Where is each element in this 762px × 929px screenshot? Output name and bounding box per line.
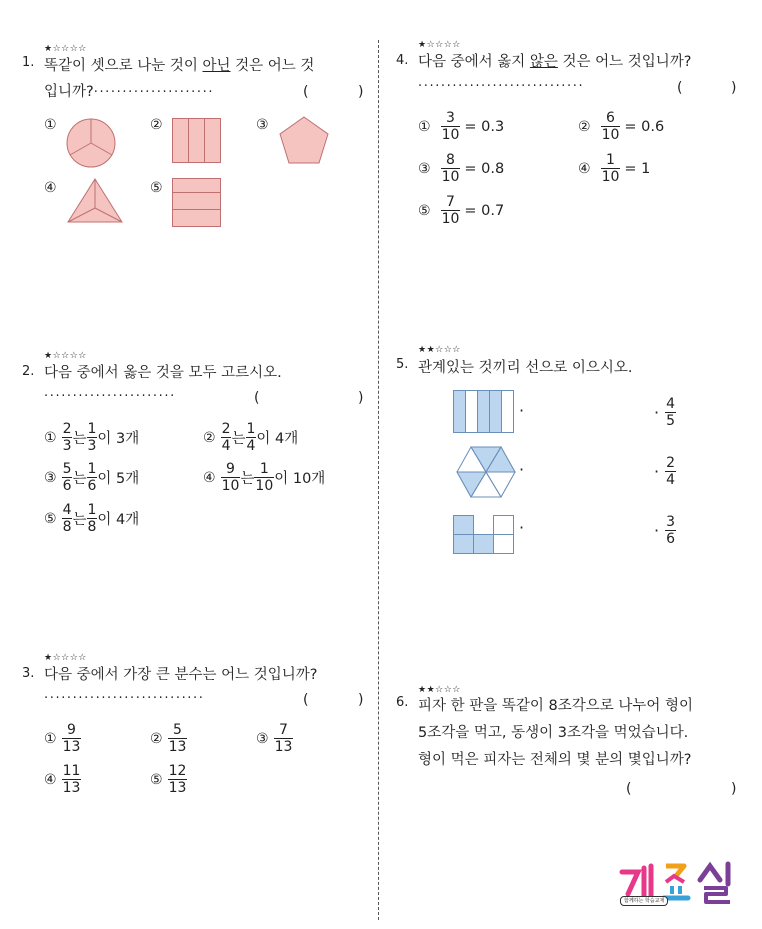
q1-underlined-word: 아닌 [202,58,231,74]
publisher-logo [618,860,746,910]
q1-dots: ····················· [93,85,215,100]
q3-difficulty-stars: ★☆☆☆☆ [44,653,87,663]
q1-question-line2: 입니까?····················· [44,84,215,100]
q2-option-4[interactable]: ④ $\frac{9}{10}$ 는 $\frac{1}{10}$ 이 10개 [203,461,326,494]
q6-answer-paren-close: ) [731,781,737,797]
q1-question-line1: 똑같이 셋으로 나눈 것이 아닌 것은 어느 것 [44,58,315,74]
q4-option-3[interactable]: ③ $\frac{8}{10}$ = 0.8 [418,152,505,185]
q1-option-3-mark[interactable]: ③ [256,117,269,133]
q5-shape-rectangle-4-of-5 [453,390,515,434]
q1-shape-pentagon [278,116,330,166]
q4-answer-paren-open: ( [677,80,683,96]
q3-option-2[interactable]: ② $\frac{5}{13}$ [150,722,187,755]
q4-number: 4. [396,53,409,68]
q5-shape-hexagon-2-of-6 [456,446,516,498]
q4-difficulty-stars: ★☆☆☆☆ [418,40,461,50]
q4-question-text: 다음 중에서 옳지 않은 것은 어느 것입니까? [418,54,692,70]
q1-shape-circle-thirds [66,118,116,168]
q6-question-line1: 피자 한 판을 똑같이 8조각으로 나누어 형이 [418,698,693,714]
q2-option-1[interactable]: ① $\frac{2}{3}$ 는 $\frac{1}{3}$ 이 3개 [44,421,140,454]
q5-right-fraction-2[interactable]: · $\frac{2}{4}$ [654,455,676,488]
q2-question-text: 다음 중에서 옳은 것을 모두 고르시오. [44,365,282,381]
q5-left-dot-2[interactable]: · [519,460,525,479]
q5-right-fraction-1[interactable]: · $\frac{4}{5}$ [654,396,676,429]
q4-dots: ····························· [418,79,585,94]
q1-number: 1. [22,55,35,70]
logo-tagline: 함께하는 학습교재 [620,896,668,906]
q1-difficulty-stars: ★☆☆☆☆ [44,44,87,54]
q2-option-2[interactable]: ② $\frac{2}{4}$ 는 $\frac{1}{4}$ 이 4개 [203,421,299,454]
q2-answer-paren-open: ( [254,390,260,406]
q1-shape-rectangle-three-rows [172,178,222,228]
q1-answer-paren-open: ( [303,84,309,100]
q3-answer-paren-close: ) [358,692,364,708]
q1-option-5-mark[interactable]: ⑤ [150,180,163,196]
q1-option-4-mark[interactable]: ④ [44,180,57,196]
q2-difficulty-stars: ★☆☆☆☆ [44,351,87,361]
q2-dots: ······················· [44,389,176,404]
q5-question-text: 관계있는 것끼리 선으로 이으시오. [418,360,633,376]
q3-option-4[interactable]: ④ $\frac{11}{13}$ [44,763,81,796]
q3-answer-paren-open: ( [303,692,309,708]
q3-number: 3. [22,666,35,681]
q5-difficulty-stars: ★★☆☆☆ [418,345,461,355]
q3-option-3[interactable]: ③ $\frac{7}{13}$ [256,722,293,755]
q5-left-dot-1[interactable]: · [519,401,525,420]
q2-answer-paren-close: ) [358,390,364,406]
q6-question-line3: 형이 먹은 피자는 전체의 몇 분의 몇입니까? [418,752,692,768]
q4-answer-paren-close: ) [731,80,737,96]
q1-answer-paren-close: ) [358,84,364,100]
column-divider [378,40,379,920]
q6-number: 6. [396,695,409,710]
q3-option-1[interactable]: ① $\frac{9}{13}$ [44,722,81,755]
q6-answer-paren-open: ( [626,781,632,797]
q6-difficulty-stars: ★★☆☆☆ [418,685,461,695]
q2-option-3[interactable]: ③ $\frac{5}{6}$ 는 $\frac{1}{6}$ 이 5개 [44,461,140,494]
q4-option-2[interactable]: ② $\frac{6}{10}$ = 0.6 [578,110,665,143]
q2-option-5[interactable]: ⑤ $\frac{4}{8}$ 는 $\frac{1}{8}$ 이 4개 [44,502,140,535]
q3-dots: ···························· [44,691,205,706]
q5-left-dot-3[interactable]: · [519,518,525,537]
q3-question-text: 다음 중에서 가장 큰 분수는 어느 것입니까? [44,667,318,683]
q1-shape-rectangle-three-columns [172,118,222,164]
q5-right-fraction-3[interactable]: · $\frac{3}{6}$ [654,514,676,547]
q4-option-5[interactable]: ⑤ $\frac{7}{10}$ = 0.7 [418,194,505,227]
q6-question-line2: 5조각을 먹고, 동생이 3조각을 먹었습니다. [418,725,689,741]
q1-option-1-mark[interactable]: ① [44,117,57,133]
q2-number: 2. [22,364,35,379]
q5-number: 5. [396,357,409,372]
q4-underlined-word: 않은 [529,54,558,70]
q1-shape-triangle-thirds [66,178,124,224]
q4-option-4[interactable]: ④ $\frac{1}{10}$ = 1 [578,152,651,185]
q3-option-5[interactable]: ⑤ $\frac{12}{13}$ [150,763,187,796]
q5-shape-blocks-3-of-6 [453,515,515,555]
q1-option-2-mark[interactable]: ② [150,117,163,133]
q4-option-1[interactable]: ① $\frac{3}{10}$ = 0.3 [418,110,505,143]
